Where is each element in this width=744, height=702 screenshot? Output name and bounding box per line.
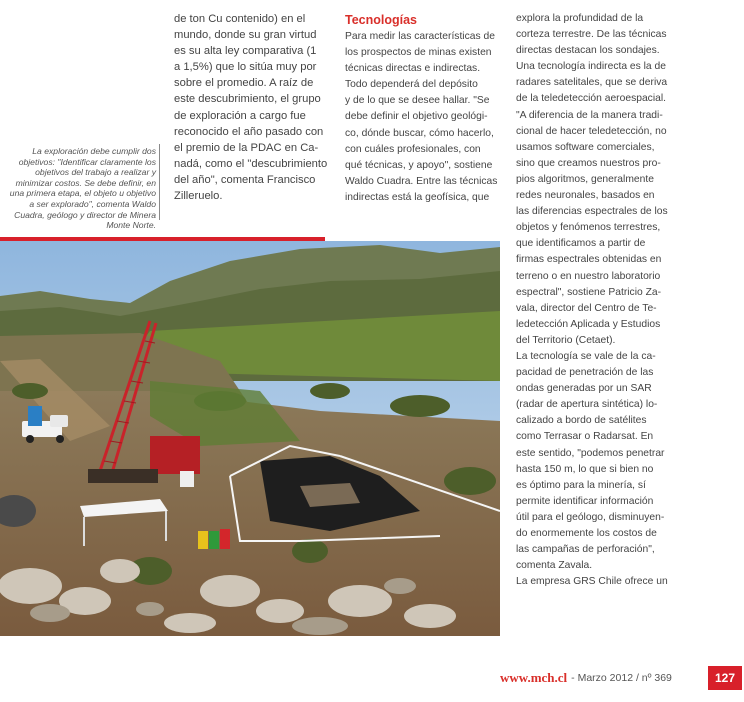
article-column-2-body: [345, 29, 501, 206]
text-line: es su alta ley comparativa (1: [174, 45, 317, 58]
text-line: do enormemente los costos de: [516, 528, 657, 539]
caption-divider: [159, 144, 160, 220]
text-line: explora la profundidad de la: [516, 13, 644, 24]
text-line: corteza terrestre. De las técnicas: [516, 29, 667, 41]
text-line: útil para el geólogo, disminuyen-: [516, 511, 665, 523]
text-line: mundo, donde su gran virtud: [174, 29, 317, 42]
text-line: directas destacan los sondajes.: [516, 45, 660, 57]
text-line: (radar de apertura sintética) lo-: [516, 399, 658, 411]
text-line: reconocido el año pasado con: [174, 125, 324, 138]
text-line: las campañas de perforación",: [516, 544, 655, 556]
text-line: "A diferencia de la manera tradi-: [516, 109, 663, 121]
footer-site-url: www.mch.cl: [500, 670, 568, 685]
text-line: debe definir el objetivo geológi-: [345, 111, 488, 123]
text-line: radares satelitales, que se deriva: [516, 77, 668, 89]
text-line: pacidad de penetración de las: [516, 367, 654, 379]
article-column-1: [174, 11, 334, 204]
text-line: los prospectos de minas existen: [345, 47, 492, 59]
text-line: redes neuronales, basados en: [516, 190, 655, 202]
text-line: comenta Zavala.: [516, 560, 593, 572]
text-line: y de lo que se desee hallar. "Se: [345, 95, 490, 107]
text-line: el premio de la PDAC en Ca-: [174, 141, 319, 154]
text-line: las diferencias espectrales de los: [516, 206, 668, 218]
text-line: terreno o en nuestro laboratorio: [516, 270, 661, 282]
text-line: usamos software comerciales,: [516, 141, 655, 153]
text-line: Una tecnología indirecta es la de: [516, 61, 666, 73]
text-line: sino que creamos nuestros pro-: [516, 157, 661, 169]
text-line: nadá, como el "descubrimiento: [174, 157, 328, 170]
text-line: hasta 150 m, lo que si bien no: [516, 463, 654, 475]
text-line: qué técnicas, y apoyo", sostiene: [345, 159, 493, 171]
text-line: espectral", sostiene Patricio Za-: [516, 286, 662, 298]
text-line: este sentido, "podemos penetrar: [516, 447, 665, 459]
article-column-2: [345, 11, 501, 206]
photo-caption: La exploración debe cumplir dos objetivos: "Identificar claramente los objetivos del trabajo a realizar y minimizar costos. Se debe definir, en una primera etapa, el objeto u objetivo a ser explorado", comenta Waldo Cuadra, geólogo y director de Minera Monte Norte.: [9, 146, 156, 231]
text-line: objetos y fenómenos terrestres,: [516, 222, 661, 234]
text-line: ledetección Aplicada y Estudios: [516, 318, 661, 330]
text-line: de la teledetección aeroespacial.: [516, 93, 666, 105]
text-line: indirectas está la geofísica, que: [345, 191, 490, 203]
article-column-3: [516, 11, 682, 590]
text-line: como Terrasar o Radarsat. En: [516, 431, 654, 443]
text-line: Waldo Cuadra. Entre las técnicas: [345, 175, 498, 187]
text-line: calizado a bordo de satélites: [516, 415, 647, 427]
text-line: de exploración a cargo fue: [174, 109, 306, 122]
text-line: del Territorio (Cetaet).: [516, 334, 616, 346]
text-line: con cuáles profesionales, con: [345, 143, 481, 155]
text-line: a 1,5%) que lo sitúa muy por: [174, 61, 317, 74]
text-line: La empresa GRS Chile ofrece un: [516, 576, 668, 588]
text-line: que identificamos a partir de: [516, 238, 646, 250]
drilling-site-photo: [0, 241, 500, 636]
text-line: técnicas directas e indirectas.: [345, 63, 481, 75]
text-line: de ton Cu contenido) en el: [174, 13, 306, 25]
section-heading: Tecnologías: [345, 13, 418, 27]
text-line: permite identificar información: [516, 495, 654, 507]
text-line: Zilleruelo.: [174, 190, 223, 203]
text-line: sobre el promedio. A raíz de: [174, 77, 314, 90]
text-line: Todo dependerá del depósito: [345, 79, 478, 91]
text-line: este descubrimiento, el grupo: [174, 93, 321, 106]
text-line: del año", comenta Francisco: [174, 173, 316, 186]
text-line: vala, director del Centro de Te-: [516, 302, 657, 314]
text-line: Para medir las características de: [345, 31, 495, 42]
text-line: cional de hacer teledetección, no: [516, 125, 667, 137]
text-line: La tecnología se vale de la ca-: [516, 350, 656, 362]
text-line: co, dónde buscar, cómo hacerlo,: [345, 127, 494, 139]
page-footer: [500, 667, 672, 689]
text-line: pios algoritmos, generalmente: [516, 173, 654, 185]
text-line: firmas espectrales obtenidas en: [516, 254, 662, 266]
page-number: 127: [708, 666, 742, 690]
text-line: ondas generadas por un SAR: [516, 383, 652, 395]
footer-issue: - Marzo 2012 / nº 369: [571, 672, 672, 684]
text-line: es óptimo para la minería, sí: [516, 479, 646, 491]
